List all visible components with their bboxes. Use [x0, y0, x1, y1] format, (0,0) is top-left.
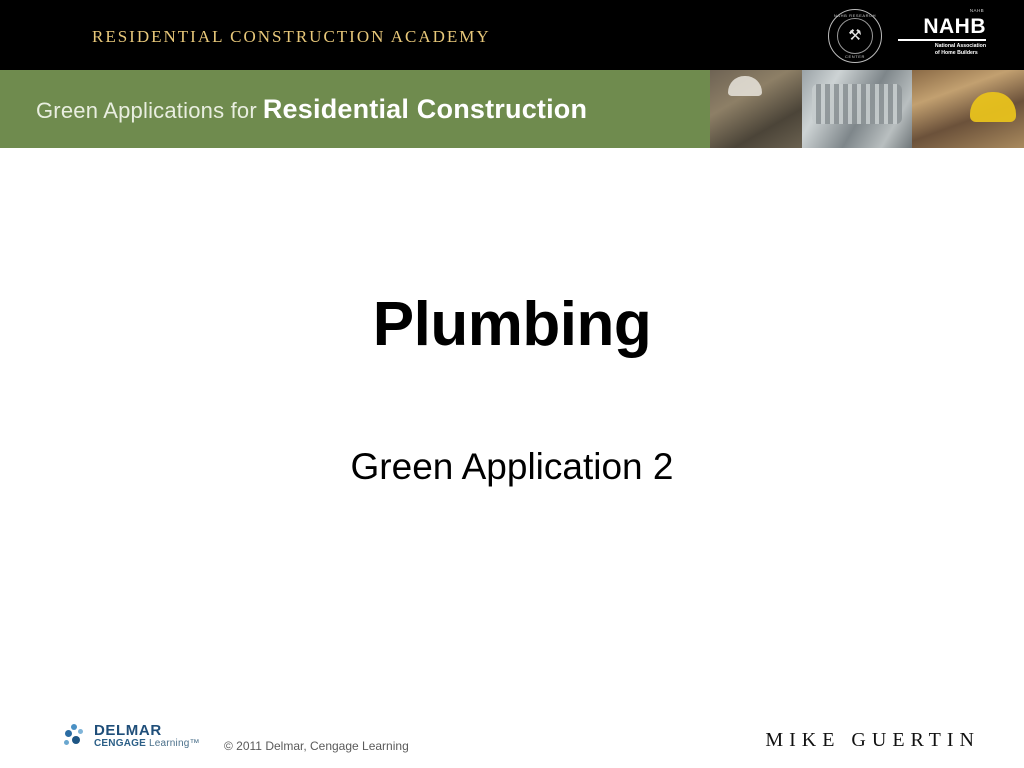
- nahb-logo: [894, 8, 986, 62]
- delmar-dot: [78, 729, 83, 734]
- author-name: MIKE GUERTIN: [765, 729, 980, 751]
- cengage-learning-wordmark: [94, 738, 200, 749]
- delmar-dots-icon: [64, 724, 88, 748]
- banner-title: [36, 94, 587, 125]
- nahb-subtitle: [935, 43, 986, 57]
- delmar-dot: [71, 724, 77, 730]
- banner-photo-strip: [710, 70, 1024, 148]
- seal-bottom-text: CENTER: [844, 54, 866, 59]
- series-banner: [0, 70, 1024, 148]
- banner-photo-ductwork: [802, 70, 912, 148]
- cengage-bold: CENGAGE: [94, 738, 146, 749]
- delmar-dot: [72, 736, 80, 744]
- nahb-subtitle-line2: of Home Builders: [934, 50, 978, 56]
- academy-title: RESIDENTIAL CONSTRUCTION ACADEMY: [92, 27, 491, 46]
- top-header-bar: [0, 0, 1024, 70]
- banner-title-bold: Residential Construction: [262, 94, 588, 124]
- banner-title-light: Green Applications for: [36, 98, 257, 123]
- copyright-text: © 2011 Delmar, Cengage Learning: [224, 739, 409, 753]
- nahb-divider: [898, 39, 986, 41]
- nahb-wordmark: NAHB: [923, 15, 986, 38]
- banner-photo-worker: [710, 70, 802, 148]
- delmar-dot: [65, 730, 72, 737]
- seal-top-text: NAHB RESEARCH: [833, 13, 877, 18]
- cengage-rest: Learning™: [145, 738, 200, 749]
- nahb-tiny-text: NAHB: [969, 8, 984, 13]
- delmar-wordmark: DELMAR: [94, 722, 162, 739]
- slide-content-area: [0, 148, 1024, 768]
- banner-photo-insulation: [912, 70, 1024, 148]
- seal-mark-icon: ⚒: [848, 27, 862, 45]
- delmar-cengage-logo: [64, 720, 204, 754]
- nahb-research-center-seal-icon: [828, 9, 882, 63]
- slide-subtitle: Green Application 2: [350, 446, 674, 487]
- delmar-dot: [64, 740, 69, 745]
- slide-title: Plumbing: [372, 290, 652, 359]
- nahb-subtitle-line1: National Association: [934, 43, 986, 49]
